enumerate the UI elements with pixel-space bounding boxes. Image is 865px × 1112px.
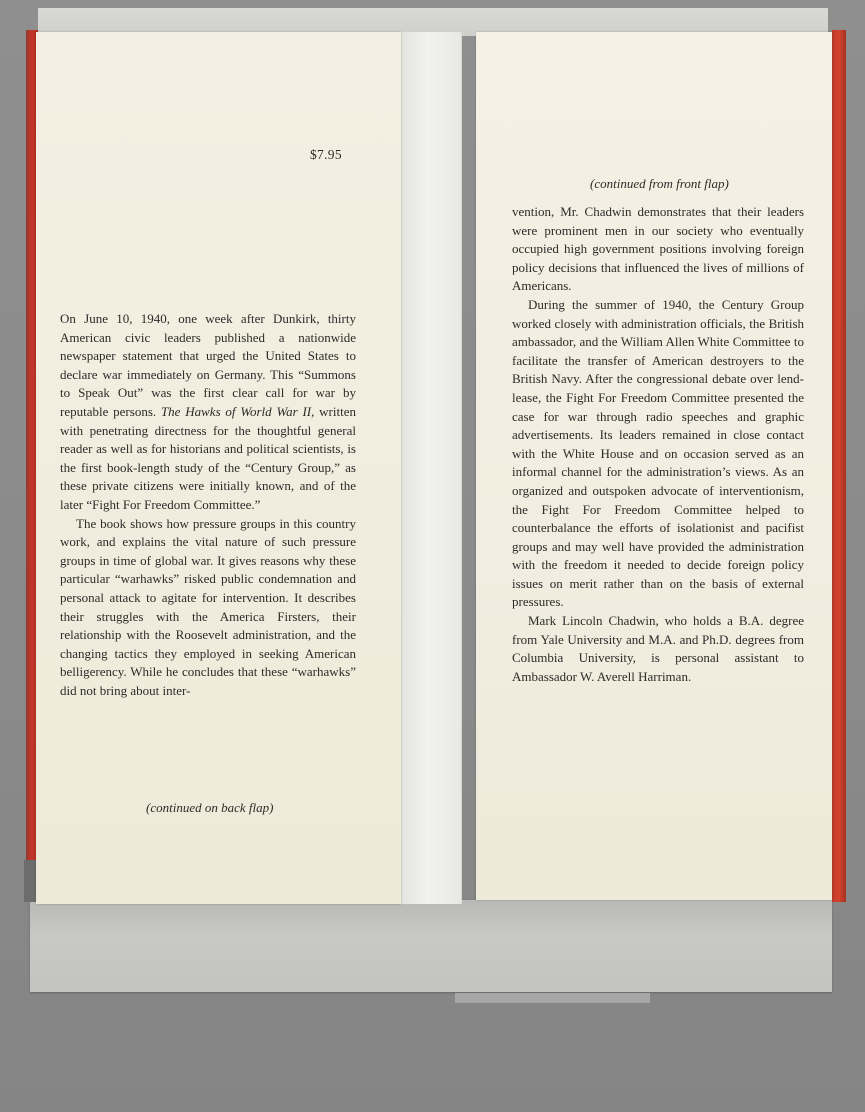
center-paper-band: [400, 32, 462, 904]
back-flap-paragraph-1: vention, Mr. Chadwin demonstrates that their leaders were prominent men in our society who eventually occupied high government positions involving foreign policy decisions that influenced the lives of millions of Americans.: [512, 204, 804, 294]
back-flap-text: [512, 203, 804, 686]
front-flap-paragraph-1-intro: On June 10, 1940, one week after Dunkirk, thirty American civic leaders published a nationwide newspaper statement that urged the United States to declare war immediately on Germany. This “Summons to Speak Out” was the first clear call for war by reputable persons.: [60, 311, 356, 419]
front-flap-paragraph-1: [60, 310, 356, 515]
front-flap-text: [60, 310, 356, 700]
jacket-bottom-fold: [30, 900, 832, 992]
front-flap-paragraph-2: The book shows how pressure groups in this country work, and explains the vital nature of such pressure groups in time of global war. It gives reasons why these particular “warhawks” risked public condemnation and personal attack to agitate for intervention. It describes their struggles with the America Firsters, their relationship with the Roosevelt administration, and the changing tactics they employed in seeking American belligerency. While he concludes that these “warhawks” did not bring about inter-: [60, 515, 356, 698]
price-label: $7.95: [310, 147, 342, 162]
right-spine-edge: [832, 30, 846, 902]
book-title: The Hawks of World War II,: [160, 403, 315, 419]
front-flap-paragraph-1-rest: written with penetrating directness for the thoughtful general reader as well as for historians and political scientists, is the first book-length study of the “Century Group,” as these private citizens were initially known, and of the later “Fight For Freedom Committee.”: [60, 403, 356, 512]
continued-from-front-flap: (continued from front flap): [590, 176, 729, 191]
back-flap-paragraph-3: Mark Lincoln Chadwin, who holds a B.A. degree from Yale University and M.A. and Ph.D. degrees from Columbia University, is personal assistant to Ambassador W. Averell Harriman.: [512, 613, 804, 684]
jacket-bottom-tab: [455, 993, 650, 1003]
continued-on-back-flap: (continued on back flap): [146, 800, 274, 815]
back-flap-paragraph-2: During the summer of 1940, the Century Group worked closely with administration officials, the British ambassador, and the William Allen White Committee to facilitate the transfer of American destroyers to the British Navy. After the congressional debate over lend-lease, the Fight For Freedom Committee presented the case for war through radio speeches and graphic advertisements. Its leaders remained in close contact with the White House and on occasion served as an informal channel for the administration’s views. As an organized and outspoken advocate of interventionism, the Fight For Freedom Committee helped to counterbalance the efforts of isolationist and pacifist groups and may well have provided the administration with the freedom it needed to decide foreign policy issues on merit rather than on the basis of external pressures.: [512, 296, 804, 610]
